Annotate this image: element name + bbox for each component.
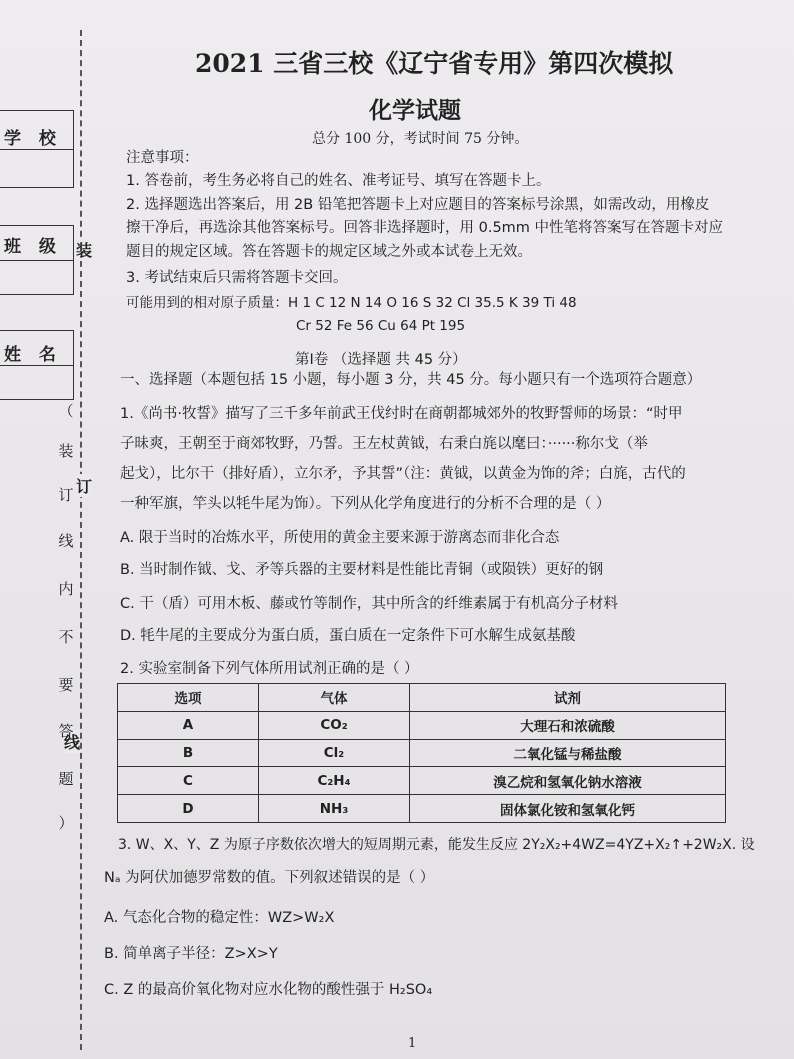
table-cell: 二氧化锰与稀盐酸: [410, 739, 726, 767]
question-1-option-b: B. 当时制作钺、戈、矛等兵器的主要材料是性能比青铜（或陨铁）更好的钢: [120, 562, 604, 578]
notes-heading: 注意事项：: [126, 150, 199, 166]
table-cell: 大理石和浓硫酸: [410, 711, 726, 739]
binding-char: 装: [76, 238, 92, 261]
question-3-stem: 3. W、X、Y、Z 为原子序数依次增大的短周期元素，能发生反应 2Y₂X₂+4WZ=4YZ+X₂↑+2W₂X. 设: [118, 837, 755, 853]
note-item: 题目的规定区域。答在答题卡的规定区域之外或本试卷上无效。: [126, 244, 532, 260]
table-header-cell: 选项: [118, 684, 259, 712]
question-1-stem: 1.《尚书·牧誓》描写了三千多年前武王伐纣时在商朝都城郊外的牧野誓师的场景：“时甲: [120, 406, 683, 422]
divider: [0, 365, 74, 366]
question-1-option-a: A. 限于当时的冶炼水平，所使用的黄金主要来源于游离态而非化合态: [120, 530, 560, 546]
atomic-mass-list: 可能用到的相对原子质量：H 1 C 12 N 14 O 16 S 32 Cl 35.5 K 39 Ti 48: [126, 295, 577, 311]
part-heading: 一、选择题（本题包括 15 小题，每小题 3 分，共 45 分。每小题只有一个选项符合题意）: [120, 372, 702, 388]
exam-meta: 总分 100 分，考试时间 75 分钟。: [312, 131, 529, 147]
notice-char: 装: [58, 442, 74, 460]
table-row: [118, 767, 726, 795]
note-item: 2. 选择题选出答案后，用 2B 铅笔把答题卡上对应题目的答案标号涂黑，如需改动，用橡皮: [126, 197, 710, 213]
school-label: 学 校: [4, 129, 62, 149]
question-1-option-d: D. 牦牛尾的主要成分为蛋白质，蛋白质在一定条件下可水解生成氨基酸: [120, 628, 576, 644]
notice-char: 线: [58, 532, 74, 550]
table-row: [118, 739, 726, 767]
table-cell: 固体氯化铵和氢氧化钙: [410, 795, 726, 823]
table-row: [118, 795, 726, 823]
question-2-stem: 2. 实验室制备下列气体所用试剂正确的是（ ）: [120, 661, 419, 677]
table-cell: C: [118, 767, 259, 795]
table-header-row: [118, 684, 726, 712]
table-row: [118, 711, 726, 739]
table-cell: A: [118, 711, 259, 739]
question-1-stem: 子昧爽，王朝至于商郊牧野，乃誓。王左杖黄钺，右秉白旄以麾曰：······称尔戈（举: [120, 436, 648, 452]
note-item: 擦干净后，再选涂其他答案标号。回答非选择题时，用 0.5mm 中性笔将答案写在答题卡对应: [126, 220, 724, 236]
binding-char: 线: [64, 730, 80, 753]
question-3-option-a: A. 气态化合物的稳定性：WZ>W₂X: [104, 910, 335, 926]
atomic-mass-list: Cr 52 Fe 56 Cu 64 Pt 195: [296, 318, 466, 334]
question-3-option-b: B. 简单离子半径：Z>X>Y: [104, 946, 278, 962]
table-cell: D: [118, 795, 259, 823]
notice-char: ）: [58, 814, 74, 832]
table-cell: 溴乙烷和氢氧化钠水溶液: [410, 767, 726, 795]
notice-char: 内: [58, 580, 74, 598]
notice-char: 要: [58, 676, 74, 694]
question-1-stem: 起戈），比尔干（排好盾），立尔矛，予其誓”（注：黄钺，以黄金为饰的斧；白旄，古代的: [120, 466, 686, 482]
table-cell: C₂H₄: [259, 767, 410, 795]
volume-title: 第Ⅰ卷 （选择题 共 45 分）: [295, 352, 467, 368]
school-field-box[interactable]: [0, 110, 74, 188]
table-header-cell: 气体: [259, 684, 410, 712]
notice-char: 订: [58, 486, 74, 504]
subject-title: 化学试题: [369, 97, 461, 124]
divider: [0, 149, 74, 150]
notice-char: 答: [58, 722, 74, 740]
exam-title: 2021 三省三校《辽宁省专用》第四次模拟: [195, 49, 674, 78]
binding-line: [80, 30, 82, 1050]
table-cell: NH₃: [259, 795, 410, 823]
question-1-option-c: C. 干（盾）可用木板、藤或竹等制作，其中所含的纤维素属于有机高分子材料: [120, 596, 618, 612]
table-cell: CO₂: [259, 711, 410, 739]
class-label: 班 级: [4, 237, 62, 257]
reagent-table: [117, 683, 726, 823]
question-3-stem: Nₐ 为阿伏加德罗常数的值。下列叙述错误的是（ ）: [104, 870, 435, 886]
note-item: 1. 答卷前，考生务必将自己的姓名、准考证号、填写在答题卡上。: [126, 173, 551, 189]
page-number: 1: [408, 1036, 417, 1051]
divider: [0, 260, 74, 261]
notice-char: （: [58, 402, 74, 420]
table-header-cell: 试剂: [410, 684, 726, 712]
question-3-option-c: C. Z 的最高价氧化物对应水化物的酸性强于 H₂SO₄: [104, 982, 433, 998]
name-label: 姓 名: [4, 345, 62, 365]
binding-char: 订: [76, 474, 92, 497]
table-cell: B: [118, 739, 259, 767]
question-1-stem: 一种军旗，竿头以牦牛尾为饰）。下列从化学角度进行的分析不合理的是（ ）: [120, 496, 611, 512]
table-cell: Cl₂: [259, 739, 410, 767]
notice-char: 题: [58, 770, 74, 788]
note-item: 3. 考试结束后只需将答题卡交回。: [126, 270, 348, 286]
notice-char: 不: [58, 628, 74, 646]
